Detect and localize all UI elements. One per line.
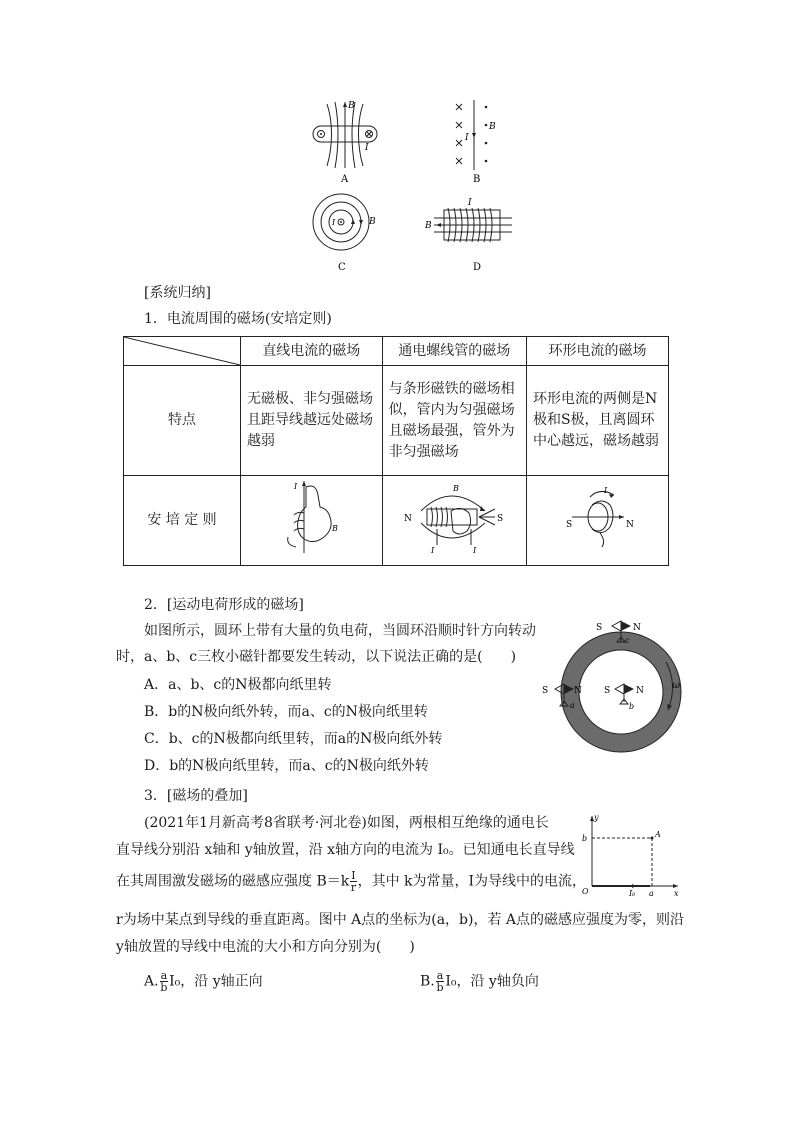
feature-line: 中心越远，磁场越弱 <box>532 433 659 449</box>
omega-label: ω <box>672 680 681 691</box>
option-b-text: I₀，沿 y轴负向 <box>445 973 539 990</box>
img-s-label: S <box>566 520 573 530</box>
feature-line: 越弱 <box>247 433 275 449</box>
img-s-label: S <box>497 514 504 524</box>
needle-a-n-label: N <box>574 686 582 696</box>
point-a-label: A <box>655 830 661 839</box>
fig-d-b-label: B <box>425 221 432 231</box>
needle-a-label: a <box>570 701 575 710</box>
needle-b-label: b <box>629 702 635 711</box>
needle-b-s-label: S <box>604 686 611 696</box>
fig-a-i-label: I <box>365 143 369 153</box>
coordinate-graph <box>570 810 682 896</box>
item2-stem-line2: 时，a、b、c三枚小磁针都要发生转动，以下说法正确的是( ) <box>116 649 517 665</box>
y-axis-label: y <box>594 813 599 822</box>
needle-c-n-label: N <box>633 623 641 633</box>
feature-line: 环形电流的两侧是N <box>532 391 658 407</box>
needle-b-n-label: N <box>636 686 644 696</box>
charged-ring-figure <box>538 614 688 762</box>
img-b-label: B <box>453 484 460 493</box>
item3-option-b <box>420 970 539 993</box>
needle-c-label: c <box>625 636 630 645</box>
line3-text-a: 在其周围激发磁场的磁感应强度 B＝k <box>116 873 350 890</box>
header-ring-current: 环形电流的磁场 <box>526 337 668 366</box>
item3-option-a <box>144 970 263 993</box>
item3-line2: 直导线分别沿 x轴和 y轴放置，沿 x轴方向的电流为 I₀。已知通电长直导线 <box>116 842 575 858</box>
feature-straight-wire <box>241 366 383 476</box>
fig-a-b-label: B <box>348 101 355 111</box>
option-b-prefix: B. <box>420 973 435 990</box>
fig-b-b-label: B <box>489 122 496 132</box>
feature-line: 与条形磁铁的磁场相 <box>388 380 515 397</box>
frac-numerator: a <box>160 969 168 982</box>
x-axis-label: x <box>674 889 679 896</box>
option-a-prefix: A. <box>144 973 159 990</box>
img-i-label: I <box>294 482 298 491</box>
b-tick-label: b <box>582 834 588 843</box>
item2-option-b: B．b的N极向纸外转，而a、c的N极向纸里转 <box>144 704 428 720</box>
img-n-label: N <box>404 514 413 524</box>
figure-b <box>448 98 508 186</box>
figure-d <box>420 196 520 278</box>
item1-title: 1．电流周围的磁场(安培定则) <box>144 311 332 327</box>
right-hand-grip-solenoid-icon <box>399 477 509 557</box>
frac-denominator: r <box>350 881 357 894</box>
img-i-label: I <box>431 546 435 555</box>
option-a-fraction <box>160 970 169 993</box>
a-tick-label: a <box>649 889 654 896</box>
item2-stem-line1: 如图所示，圆环上带有大量的负电荷，当圆环沿顺时针方向转动 <box>144 623 536 639</box>
feature-line: 非匀强磁场 <box>388 443 459 460</box>
option-b-fraction <box>436 970 445 993</box>
figure-a <box>305 98 385 186</box>
header-solenoid: 通电螺线管的磁场 <box>382 337 526 366</box>
right-hand-grip-ring-icon <box>552 477 642 557</box>
frac-numerator: a <box>436 969 444 982</box>
item2-option-d: D．b的N极向纸里转，而a、c的N极向纸外转 <box>144 758 429 774</box>
fig-b-caption: B <box>473 174 481 185</box>
fig-c-b-label: B <box>369 217 376 227</box>
figure-c <box>305 188 385 276</box>
option-a-text: I₀，沿 y轴正向 <box>169 973 263 990</box>
img-i-label: I <box>473 546 477 555</box>
item3-title: 3．[磁场的叠加] <box>144 788 248 804</box>
img-b-label: B <box>332 524 339 533</box>
diagonal-line <box>124 337 240 365</box>
header-straight-wire: 直线电流的磁场 <box>241 337 383 366</box>
feature-line: 无磁极、非匀强磁场 <box>247 391 373 407</box>
item2-option-c: C．b、c的N极都向纸里转，而a的N极向纸外转 <box>144 731 443 747</box>
feature-line: 极和S极，且离圆环 <box>532 412 655 428</box>
origin-label: O <box>582 887 589 896</box>
item3-line3 <box>116 870 586 893</box>
fig-a-caption: A <box>341 174 349 185</box>
item3-line4: r为场中某点到导线的垂直距离。图中 A点的坐标为(a，b)，若 A点的磁感应强度为零，则沿 <box>116 912 685 928</box>
ampere-solenoid-image <box>382 476 526 566</box>
feature-line: 且距导线越远处磁场 <box>247 412 373 428</box>
fig-d-i-label: I <box>468 198 472 208</box>
needle-a-s-label: S <box>542 686 549 696</box>
feature-line: 且磁场最强，管外为 <box>388 422 515 439</box>
i0-label: I₀ <box>629 889 636 896</box>
fig-b-i-label: I <box>465 133 469 143</box>
line3-text-b: ，其中 k为常量，I为导线中的电流， <box>357 873 587 890</box>
fig-c-caption: C <box>338 262 346 273</box>
item3-line1: (2021年1月新高考8省联考·河北卷)如图，两根相互绝缘的通电长 <box>144 815 549 831</box>
img-n-label: N <box>626 520 635 530</box>
magnetic-field-table <box>123 336 669 566</box>
fig-c-i-label: I <box>332 218 336 227</box>
frac-denominator: b <box>436 981 444 994</box>
table-corner <box>124 337 241 366</box>
feature-solenoid <box>382 366 526 476</box>
fig-d-caption: D <box>473 262 482 273</box>
needle-c-s-label: S <box>596 623 603 633</box>
item2-option-a: A．a、b、c的N极都向纸里转 <box>144 677 332 693</box>
ampere-ring-current-image <box>526 476 668 566</box>
feature-line: 似，管内为匀强磁场 <box>388 401 515 418</box>
item2-title: 2．[运动电荷形成的磁场] <box>144 597 304 613</box>
row-ampere-rule-label: 安 培 定 则 <box>124 476 241 566</box>
right-hand-grip-straight-icon <box>276 477 346 557</box>
feature-ring-current <box>526 366 668 476</box>
row-features-label: 特点 <box>124 366 241 476</box>
img-i-label: I <box>604 486 608 495</box>
ampere-straight-wire-image <box>241 476 383 566</box>
item3-line5: y轴放置的导线中电流的大小和方向分别为( ) <box>116 939 415 955</box>
b-formula-fraction <box>350 870 356 893</box>
frac-denominator: b <box>160 981 168 994</box>
section-title: [系统归纳] <box>144 285 211 301</box>
frac-numerator: I <box>351 869 356 882</box>
